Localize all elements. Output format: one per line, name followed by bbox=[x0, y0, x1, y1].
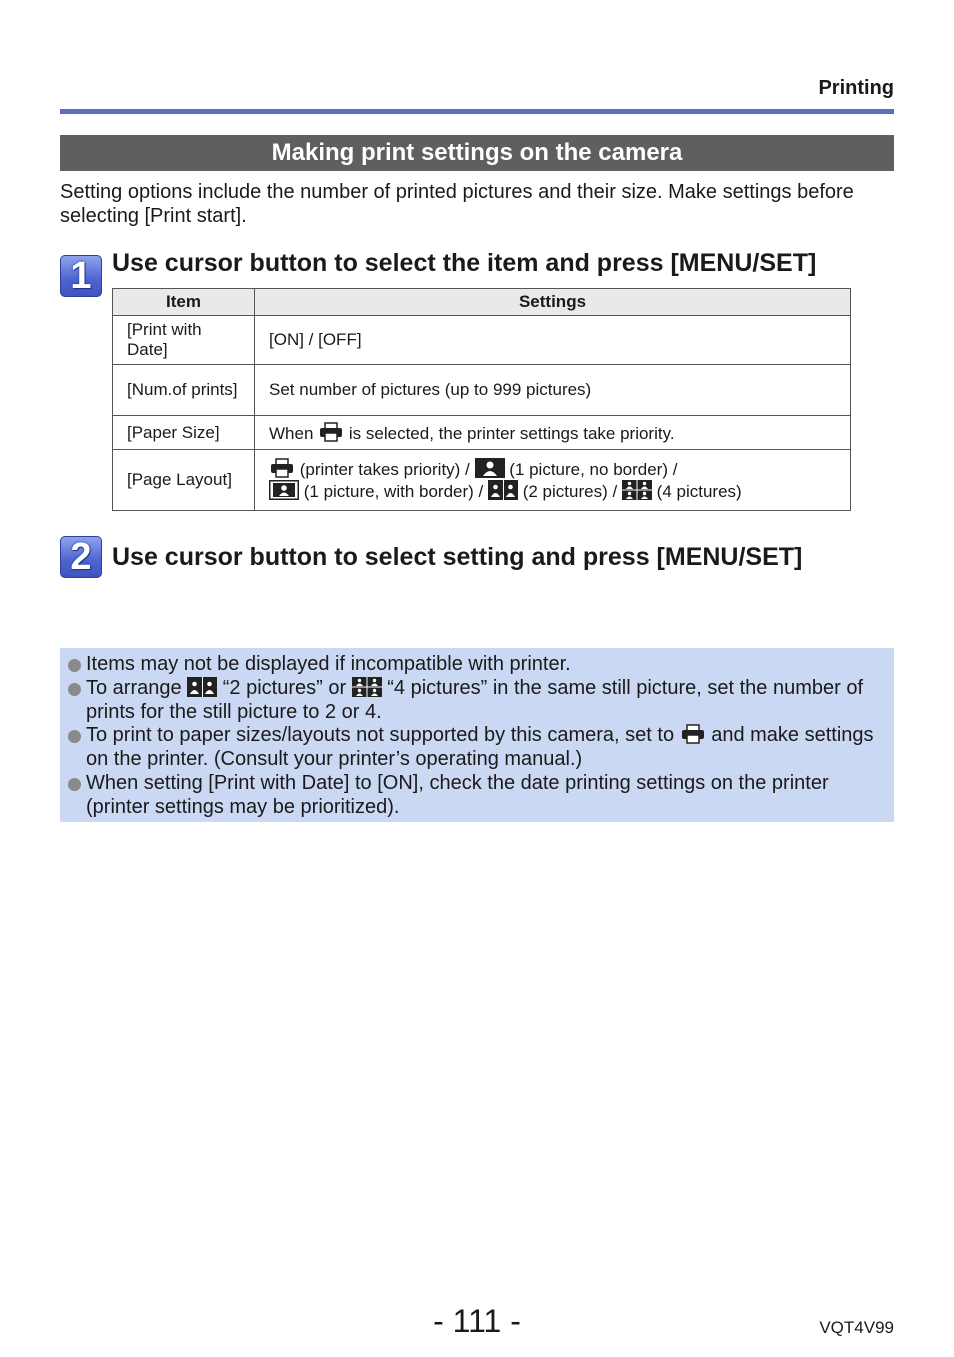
step-1-instruction: Use cursor button to select the item and press [MENU/SET] bbox=[112, 249, 817, 277]
bullet-icon bbox=[68, 659, 81, 672]
table-row bbox=[113, 365, 851, 416]
step-2-badge: 2 bbox=[60, 536, 102, 578]
intro-text: Setting options include the number of printed pictures and their size. Make settings before selecting [Print start]. bbox=[60, 181, 854, 227]
four-pictures-icon bbox=[352, 677, 382, 697]
bullet-icon bbox=[68, 730, 81, 743]
section-label: Printing bbox=[818, 77, 894, 99]
table-header-row bbox=[113, 289, 851, 316]
table-cell-settings: [ON] / [OFF] bbox=[255, 316, 851, 365]
bullet-icon bbox=[68, 778, 81, 791]
table-row bbox=[113, 450, 851, 511]
step-1-badge: 1 bbox=[60, 255, 102, 297]
note-text: To print to paper sizes/layouts not supported by this camera, set to bbox=[86, 724, 675, 747]
model-code: VQT4V99 bbox=[819, 1318, 894, 1337]
table-cell-settings bbox=[255, 450, 851, 511]
section-heading: Making print settings on the camera bbox=[60, 135, 894, 171]
table-cell-item: [Page Layout] bbox=[113, 450, 255, 511]
note-text: “4 pictures” in the same still picture, set the number of prints for the still picture to 2 or 4. bbox=[86, 676, 864, 723]
two-pictures-icon bbox=[187, 677, 217, 697]
four-pictures-icon bbox=[622, 480, 652, 500]
table-row bbox=[113, 416, 851, 450]
table-row bbox=[113, 316, 851, 365]
page-number: - 111 - bbox=[433, 1303, 521, 1339]
table-cell-settings bbox=[255, 416, 851, 450]
notes-box bbox=[60, 648, 894, 822]
table-cell-item: [Num.of prints] bbox=[113, 365, 255, 416]
table-cell-settings: Set number of pictures (up to 999 pictures) bbox=[255, 365, 851, 416]
settings-table bbox=[112, 288, 851, 511]
option-printer-priority: (printer takes priority) / bbox=[299, 460, 470, 479]
one-picture-with-border-icon bbox=[269, 480, 299, 500]
settings-text-post: is selected, the printer settings take priority. bbox=[348, 423, 675, 443]
printer-icon bbox=[680, 724, 706, 744]
note-item bbox=[68, 677, 882, 725]
option-2-pictures: (2 pictures) / bbox=[522, 482, 618, 501]
note-text: To arrange bbox=[86, 676, 182, 699]
printer-icon bbox=[269, 458, 295, 478]
one-picture-no-border-icon bbox=[475, 458, 505, 478]
note-text: “2 pictures” or bbox=[222, 676, 347, 699]
column-header-item: Item bbox=[113, 289, 255, 316]
note-text: and make settings on the printer. (Consult your printer’s operating manual.) bbox=[86, 724, 874, 771]
step-2-instruction: Use cursor button to select setting and press [MENU/SET] bbox=[112, 543, 803, 571]
printer-icon bbox=[318, 422, 344, 442]
option-1-no-border: (1 picture, no border) / bbox=[509, 460, 678, 479]
note-item bbox=[68, 724, 882, 772]
table-cell-item: [Print with Date] bbox=[113, 316, 255, 365]
option-4-pictures: (4 pictures) bbox=[656, 482, 742, 501]
option-1-with-border: (1 picture, with border) / bbox=[303, 482, 484, 501]
note-text: When setting [Print with Date] to [ON], check the date printing settings on the printer (printer settings may be prioritized). bbox=[86, 771, 829, 818]
note-item bbox=[68, 653, 882, 677]
column-header-settings: Settings bbox=[255, 289, 851, 316]
bullet-icon bbox=[68, 683, 81, 696]
two-pictures-icon bbox=[488, 480, 518, 500]
top-rule bbox=[60, 109, 894, 114]
note-text: Items may not be displayed if incompatible with printer. bbox=[86, 653, 571, 675]
settings-text-pre: When bbox=[269, 423, 314, 443]
table-cell-item: [Paper Size] bbox=[113, 416, 255, 450]
note-item bbox=[68, 772, 882, 820]
